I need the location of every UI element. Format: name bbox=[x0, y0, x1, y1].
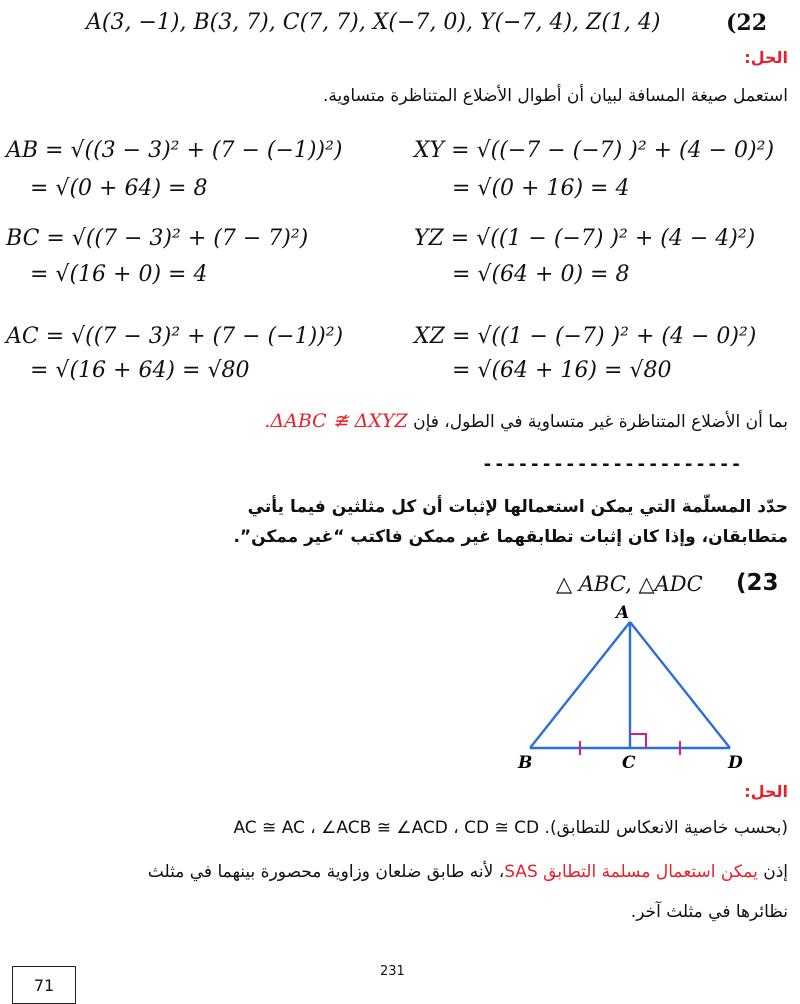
eq-bc-line2: = √(16 + 0) = 4 bbox=[30, 262, 208, 287]
q22-intro: استعمل صيغة المسافة لبيان أن أطوال الأضلاع المتناظرة متساوية. bbox=[322, 86, 788, 106]
q22-conclusion-text: بما أن الأضلاع المتناظرة غير متساوية في الطول، فإن bbox=[413, 412, 788, 432]
q23-reason-prefix: إذن bbox=[757, 862, 788, 882]
page-number: 231 bbox=[380, 964, 405, 979]
q23-number: (23 bbox=[736, 570, 779, 596]
vertex-label-a: A bbox=[616, 603, 630, 623]
segment-ab bbox=[530, 622, 630, 748]
q22-conclusion bbox=[8, 410, 788, 432]
eq-yz-line2: = √(64 + 0) = 8 bbox=[452, 262, 630, 287]
q22-points: A(3, −1), B(3, 7), C(7, 7), X(−7, 0), Y(−7, 4), Z(1, 4) bbox=[86, 10, 661, 35]
eq-xz-line2: = √(64 + 16) = √80 bbox=[452, 358, 672, 383]
triangle-lines bbox=[530, 622, 730, 748]
q22-number: (22 bbox=[726, 10, 768, 36]
eq-xz-line1: XZ = √((1 − (−7) )² + (4 − 0)²) bbox=[414, 324, 757, 349]
instruction-line-1: حدّد المسلّمة التي يمكن استعمالها لإثبات أن كل مثلثين فيما يأتي bbox=[247, 497, 788, 517]
q23-reason-suffix: ، لأنه طابق ضلعان وزاوية محصورة بينهما في مثلث bbox=[147, 862, 505, 882]
section-separator: ---------------------- bbox=[482, 454, 743, 475]
vertex-label-c: C bbox=[622, 753, 636, 773]
q23-reason-line bbox=[0, 862, 788, 882]
q23-reason-highlight: يمكن استعمال مسلمة التطابق SAS bbox=[504, 862, 758, 882]
vertex-label-d: D bbox=[728, 753, 743, 773]
vertex-label-b: B bbox=[518, 753, 533, 773]
eq-xy-line1: XY = √((−7 − (−7) )² + (4 − 0)²) bbox=[414, 138, 775, 163]
q23-title: △ ABC, △ADC bbox=[556, 572, 703, 596]
instruction-block bbox=[188, 492, 788, 552]
q22-solution-label: الحل: bbox=[744, 48, 788, 67]
q23-reason-line-3: نظائرها في مثلث آخر. bbox=[630, 902, 788, 922]
segment-ad bbox=[630, 622, 730, 748]
q22-conclusion-math: ΔABC ≇ ΔXYZ. bbox=[264, 410, 408, 432]
eq-ab-line1: AB = √((3 − 3)² + (7 − (−1))²) bbox=[6, 138, 343, 163]
right-angle-mark bbox=[630, 734, 646, 748]
eq-bc-line1: BC = √((7 − 3)² + (7 − 7)²) bbox=[6, 226, 309, 251]
q23-congruences: (بحسب خاصية الانعكاس للتطابق). AC ≅ AC ، ∠ACB ≅ ∠ACD ، CD ≅ CD bbox=[233, 818, 788, 838]
instruction-line-2: متطابقان، وإذا كان إثبات تطابقهما غير ممكن فاكتب “غير ممكن”. bbox=[233, 527, 788, 547]
eq-ab-line2: = √(0 + 64) = 8 bbox=[30, 176, 208, 201]
eq-ac-line1: AC = √((7 − 3)² + (7 − (−1))²) bbox=[6, 324, 344, 349]
eq-xy-line2: = √(0 + 16) = 4 bbox=[452, 176, 630, 201]
triangle-figure bbox=[500, 600, 760, 780]
q23-solution-label: الحل: bbox=[744, 782, 788, 801]
book-page-box: 71 bbox=[12, 966, 76, 1004]
eq-ac-line2: = √(16 + 64) = √80 bbox=[30, 358, 250, 383]
eq-yz-line1: YZ = √((1 − (−7) )² + (4 − 4)²) bbox=[414, 226, 756, 251]
